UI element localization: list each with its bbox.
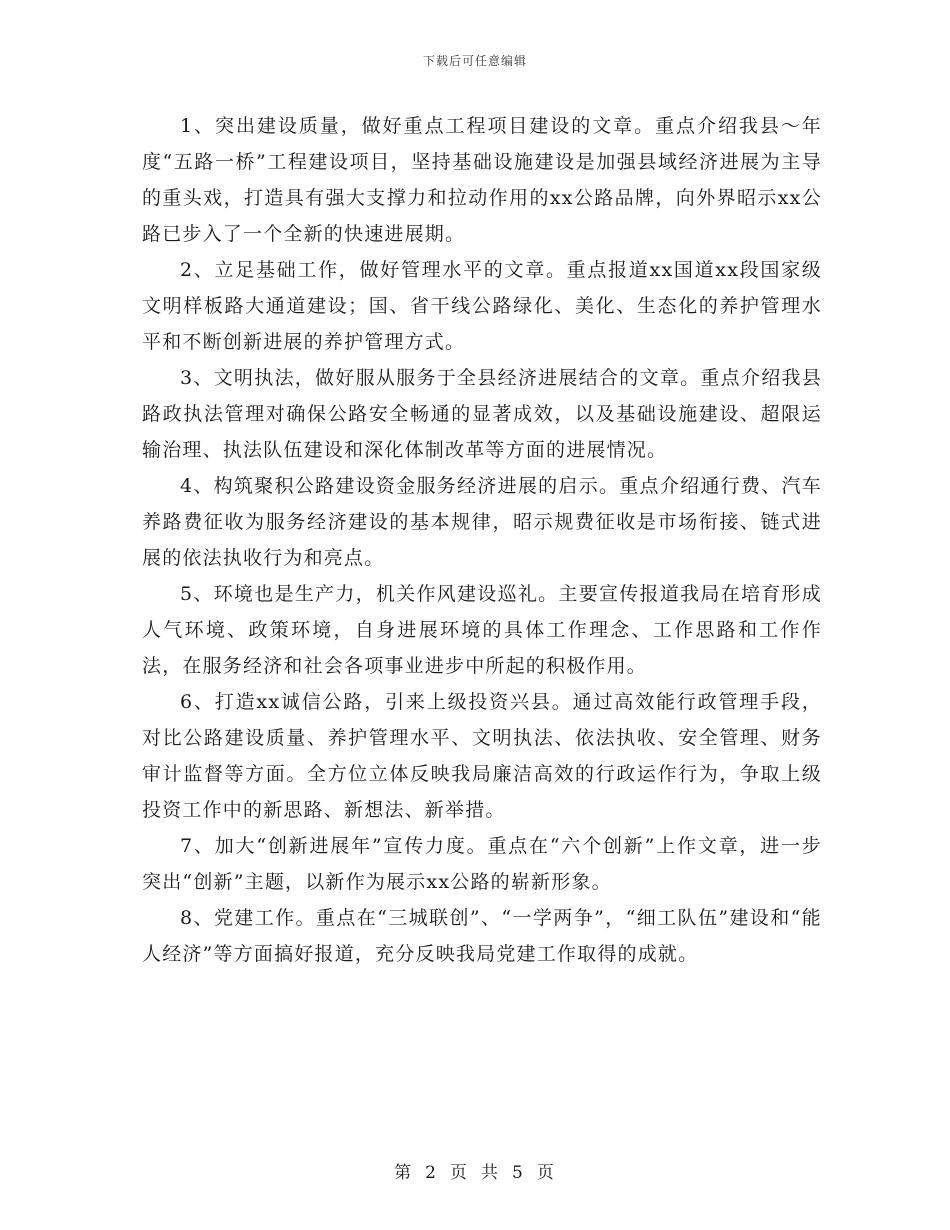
paragraph-6: 6、打造xx诚信公路，引来上级投资兴县。通过高效能行政管理手段，对比公路建设质量、养护管理水平、文明执法、依法执收、安全管理、财务审计监督等方面。全方位立体反映我局廉洁高效的行政运作行为，争取上级投资工作中的新思路、新想法、新举措。 xyxy=(142,691,822,821)
paragraph-1: 1、突出建设质量，做好重点工程项目建设的文章。重点介绍我县～年度“五路一桥”工程建设项目，坚持基础设施建设是加强县域经济进展为主导的重头戏，打造具有强大支撑力和拉动作用的xx公路品牌，向外界昭示xx公路已步入了一个全新的快速进展期。 xyxy=(142,115,822,245)
footer-total-word: 共 xyxy=(481,1163,500,1183)
paragraph-5: 5、环境也是生产力，机关作风建设巡礼。主要宣传报道我局在培育形成人气环境、政策环境，自身进展环境的具体工作理念、工作思路和工作作法，在服务经济和社会各项事业进步中所起的积极作用。 xyxy=(142,583,822,677)
paragraph-7: 7、加大“创新进展年”宣传力度。重点在“六个创新”上作文章，进一步突出“创新”主题，以新作为展示xx公路的崭新形象。 xyxy=(142,835,822,893)
page-header: 下载后可任意编辑 xyxy=(422,54,527,68)
paragraph-4: 4、构筑聚积公路建设资金服务经济进展的启示。重点介绍通行费、汽车养路费征收为服务经济建设的基本规律，昭示规费征收是市场衔接、链式进展的依法执收行为和亮点。 xyxy=(142,475,822,569)
current-page-number: 2 xyxy=(425,1163,438,1183)
total-pages-number: 5 xyxy=(512,1163,525,1183)
footer-suffix: 页 xyxy=(536,1163,556,1183)
paragraph-3: 3、文明执法，做好服从服务于全县经济进展结合的文章。重点介绍我县路政执法管理对确保公路安全畅通的显著成效，以及基础设施建设、超限运输治理、执法队伍建设和深化体制改革等方面的进展情况。 xyxy=(142,367,822,461)
footer-page-word: 页 xyxy=(450,1163,469,1183)
document-body xyxy=(142,108,822,972)
paragraph-2: 2、立足基础工作，做好管理水平的文章。重点报道xx国道xx段国家级文明样板路大通道建设；国、省干线公路绿化、美化、生态化的养护管理水平和不断创新进展的养护管理方式。 xyxy=(142,259,822,353)
paragraph-8: 8、党建工作。重点在“三城联创”、“一学两争”，“细工队伍”建设和“能人经济”等方面搞好报道，充分反映我局党建工作取得的成就。 xyxy=(142,907,822,965)
footer-prefix: 第 xyxy=(394,1163,414,1183)
page-footer xyxy=(0,1158,950,1183)
